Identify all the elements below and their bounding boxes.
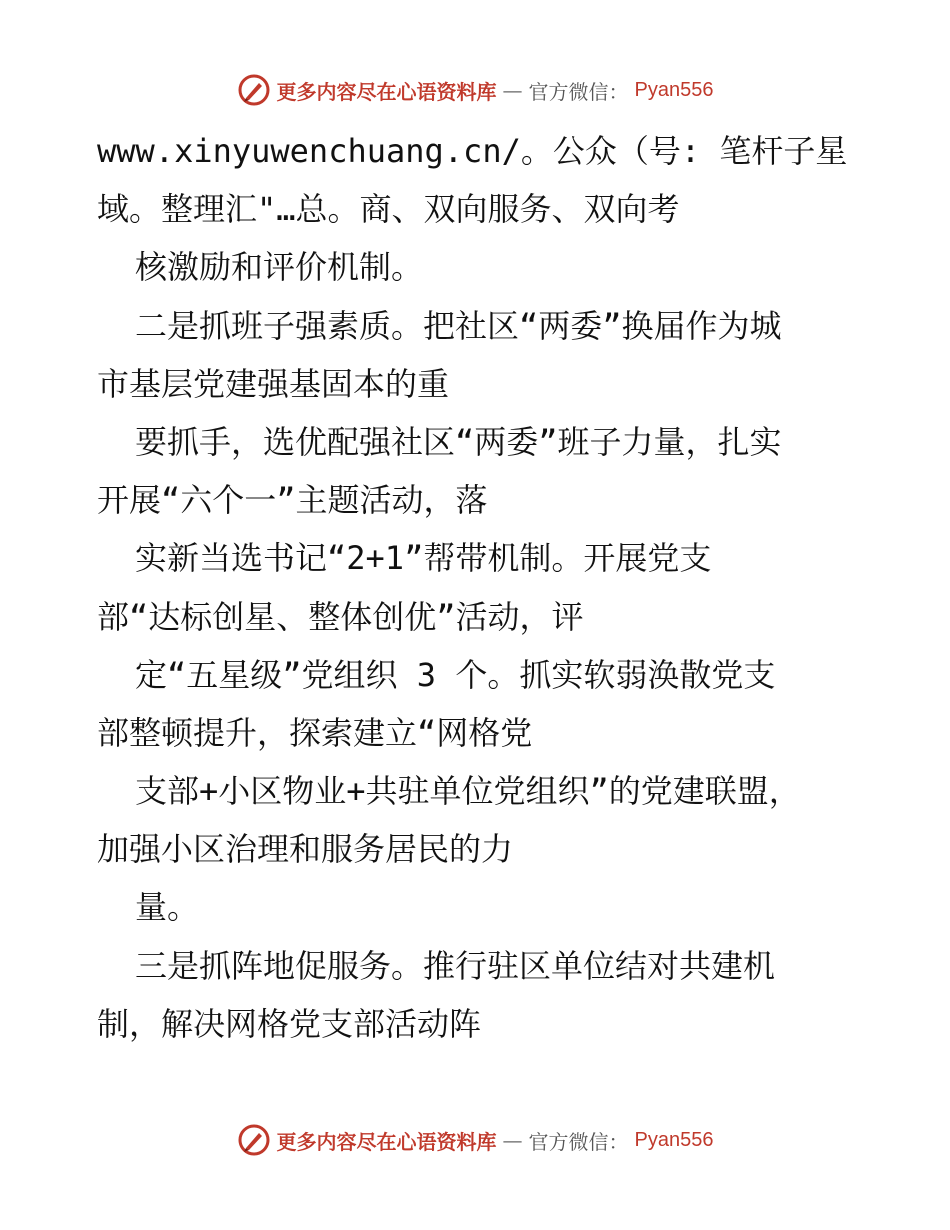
text-line: 实新当选书记“2+1”帮带机制。开展党支 — [135, 539, 712, 578]
text-line: 加强小区治理和服务居民的力 — [97, 830, 514, 869]
text-line: 域。整理汇"…总。商、双向服务、双向考 — [97, 190, 680, 229]
footer-separator: — — [502, 1128, 523, 1152]
text-line: 部整顿提升，探索建立“网格党 — [97, 713, 533, 752]
text-line: 市基层党建强基固本的重 — [97, 364, 450, 403]
pen-logo-icon — [237, 73, 271, 107]
header-separator: — — [502, 78, 523, 102]
footer-brand-text: 更多内容尽在心语资料库 — [276, 1129, 497, 1154]
footer-banner — [0, 1120, 950, 1160]
header-contact-id: Pyan556 — [634, 78, 714, 101]
text-line: 要抓手，选优配强社区“两委”班子力量，扎实 — [135, 422, 782, 461]
text-line: 二是抓班子强素质。把社区“两委”换届作为城 — [135, 306, 782, 345]
text-line: 制，解决网格党支部活动阵 — [97, 1004, 482, 1043]
text-line: 三是抓阵地促服务。推行驻区单位结对共建机 — [135, 946, 776, 985]
text-line: 核激励和评价机制。 — [135, 248, 424, 287]
text-line: 部“达标创星、整体创优”活动，评 — [97, 597, 584, 636]
text-line: 定“五星级”党组织 3 个。抓实软弱涣散党支 — [135, 655, 776, 694]
text-line: 支部+小区物业+共驻单位党组织”的党建联盟， — [135, 772, 801, 811]
body-text — [97, 122, 877, 1053]
text-line: 开展“六个一”主题活动，落 — [97, 481, 488, 520]
footer-contact-label: 官方微信： — [528, 1129, 629, 1154]
text-line: 量。 — [135, 888, 200, 927]
footer-banner-content — [237, 1123, 714, 1157]
pen-logo-icon — [237, 1123, 271, 1157]
header-contact-label: 官方微信： — [528, 79, 629, 104]
header-brand-text: 更多内容尽在心语资料库 — [276, 79, 497, 104]
footer-contact-id: Pyan556 — [634, 1128, 714, 1151]
text-line: www.xinyuwenchuang.cn/。公众（号: 笔杆子星 — [97, 132, 848, 170]
header-banner-content — [237, 73, 714, 107]
header-banner — [0, 70, 950, 110]
